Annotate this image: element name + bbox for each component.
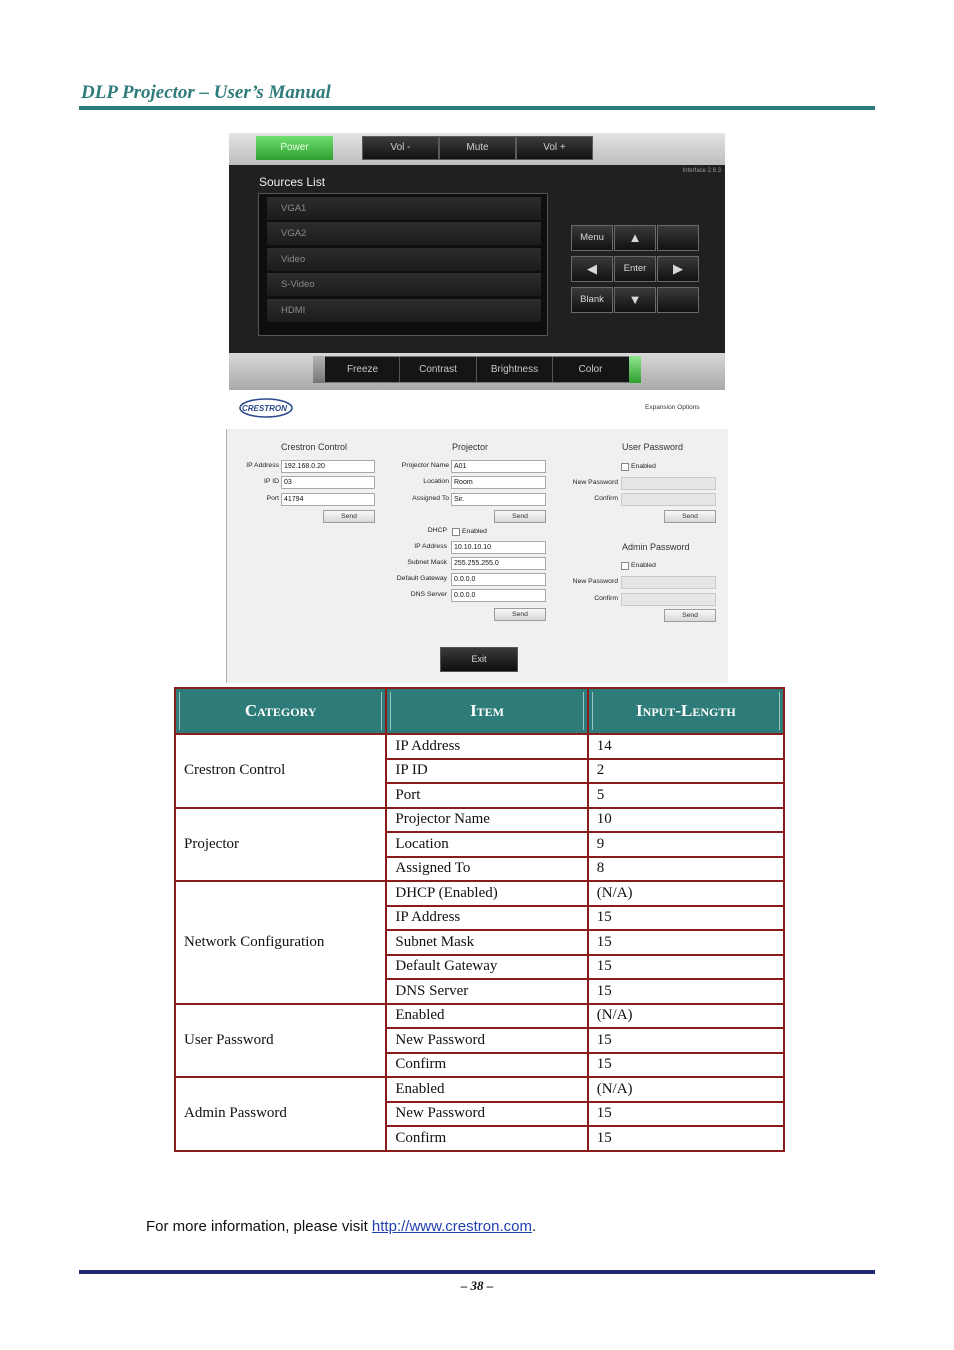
category-cell: Admin Password [175, 1077, 386, 1151]
sources-list [258, 193, 548, 336]
more-info-text [146, 1218, 536, 1235]
subnet-label: Subnet Mask [407, 559, 447, 566]
dhcp-checkbox[interactable] [452, 528, 460, 536]
projector-assigned-field[interactable]: Sir. [451, 493, 546, 506]
subnet-field[interactable]: 255.255.255.0 [451, 557, 546, 570]
item-cell: Enabled [386, 1077, 587, 1102]
length-cell: 9 [588, 832, 784, 857]
user-confirm-label: Confirm [594, 495, 618, 502]
crestron-ip-field[interactable]: 192.168.0.20 [281, 460, 375, 473]
projector-location-label: Location [423, 478, 449, 485]
brightness-button[interactable]: Brightness [477, 357, 553, 382]
admin-password-heading: Admin Password [622, 542, 690, 552]
up-arrow-button[interactable] [614, 225, 656, 251]
sources-list-title: Sources List [259, 175, 326, 189]
exit-button[interactable]: Exit [440, 647, 518, 672]
panel-bottom-bar [229, 353, 725, 390]
dhcp-enabled-label: Enabled [462, 528, 487, 535]
control-panel-screenshot [229, 133, 725, 390]
left-arrow-button[interactable] [571, 256, 613, 282]
more-info-label: For more information, please visit [146, 1218, 372, 1235]
category-cell: User Password [175, 1004, 386, 1078]
column-header-item: Item [386, 688, 587, 734]
contrast-button[interactable]: Contrast [400, 357, 477, 382]
crestron-port-label: Port [266, 495, 279, 502]
item-cell: Projector Name [386, 808, 587, 833]
scroll-left-icon[interactable] [313, 356, 325, 383]
right-arrow-button[interactable] [657, 256, 699, 282]
enter-button[interactable]: Enter [614, 256, 656, 282]
admin-password-checkbox[interactable] [621, 562, 629, 570]
source-item-vga1[interactable]: VGA1 [267, 197, 541, 220]
dns-field[interactable]: 0.0.0.0 [451, 589, 546, 602]
length-cell: 8 [588, 857, 784, 882]
menu-button[interactable]: Menu [571, 225, 613, 251]
projector-send-button[interactable]: Send [494, 510, 546, 523]
blank-key-bottom-right[interactable] [657, 287, 699, 313]
page-number: – 38 – [460, 1278, 494, 1293]
category-cell: Crestron Control [175, 734, 386, 808]
blank-button[interactable]: Blank [571, 287, 613, 313]
projector-name-field[interactable]: A01 [451, 460, 546, 473]
crestron-config-form [226, 429, 728, 683]
power-button[interactable]: Power [256, 136, 333, 160]
user-password-send-button[interactable]: Send [664, 510, 716, 523]
mute-button[interactable]: Mute [439, 136, 516, 160]
item-cell: Subnet Mask [386, 930, 587, 955]
item-cell: Confirm [386, 1126, 587, 1151]
length-cell: 15 [588, 1053, 784, 1078]
dns-label: DNS Server [410, 591, 447, 598]
more-info-period: . [531, 1218, 537, 1235]
blank-key-top-right[interactable] [657, 225, 699, 251]
gateway-label: Default Gateway [396, 575, 447, 582]
admin-password-enabled-label: Enabled [631, 562, 656, 569]
length-cell: (N/A) [588, 1004, 784, 1029]
admin-new-password-field[interactable] [621, 576, 716, 589]
source-item-s-video[interactable]: S-Video [267, 273, 541, 296]
footer-rule [79, 1270, 875, 1274]
projector-location-field[interactable]: Room [451, 476, 546, 489]
network-send-button[interactable]: Send [494, 608, 546, 621]
freeze-button[interactable]: Freeze [326, 357, 400, 382]
length-cell: 15 [588, 979, 784, 1004]
user-new-password-label: New Password [572, 479, 618, 486]
color-button[interactable]: Color [578, 364, 603, 375]
crestron-ipid-field[interactable]: 03 [281, 476, 375, 489]
length-cell: 14 [588, 734, 784, 759]
panel-top-bar [229, 133, 725, 165]
length-cell: 15 [588, 906, 784, 931]
interface-version: Interface 2.8.3 [682, 168, 721, 174]
table-row [175, 808, 784, 833]
panel-main-area [229, 165, 725, 353]
dhcp-label: DHCP [427, 527, 447, 534]
table-row [175, 881, 784, 906]
crestron-ip-label: IP Address [246, 462, 279, 469]
length-cell: 10 [588, 808, 784, 833]
crestron-send-button[interactable]: Send [323, 510, 375, 523]
item-cell: Confirm [386, 1053, 587, 1078]
item-cell: IP ID [386, 759, 587, 784]
category-cell: Projector [175, 808, 386, 882]
item-cell: DHCP (Enabled) [386, 881, 587, 906]
item-cell: IP Address [386, 906, 587, 931]
item-cell: Default Gateway [386, 955, 587, 980]
user-password-checkbox[interactable] [621, 463, 629, 471]
gateway-field[interactable]: 0.0.0.0 [451, 573, 546, 586]
down-arrow-button[interactable] [614, 287, 656, 313]
admin-confirm-label: Confirm [594, 595, 618, 602]
item-cell: Location [386, 832, 587, 857]
item-cell: DNS Server [386, 979, 587, 1004]
item-cell: Assigned To [386, 857, 587, 882]
table-row [175, 1077, 784, 1102]
length-cell: (N/A) [588, 1077, 784, 1102]
vol-down-button[interactable]: Vol - [362, 136, 439, 160]
source-item-vga2[interactable]: VGA2 [267, 222, 541, 245]
admin-new-password-label: New Password [572, 578, 618, 585]
crestron-control-heading: Crestron Control [281, 442, 348, 452]
adjustment-buttons [313, 356, 639, 383]
table-row [175, 734, 784, 759]
length-cell: 15 [588, 955, 784, 980]
admin-confirm-field[interactable] [621, 593, 716, 606]
down-arrow-icon: ▼ [628, 292, 642, 307]
vol-up-button[interactable]: Vol + [516, 136, 593, 160]
scroll-right-icon[interactable] [629, 356, 641, 383]
length-cell: 15 [588, 1126, 784, 1151]
projector-name-label: Projector Name [401, 462, 449, 469]
svg-text:CRESTRON: CRESTRON [242, 404, 287, 413]
column-header-input-length: Input-Length [588, 688, 784, 734]
length-cell: 15 [588, 930, 784, 955]
user-new-password-field[interactable] [621, 477, 716, 490]
category-cell: Network Configuration [175, 881, 386, 1004]
user-password-heading: User Password [622, 442, 684, 452]
document-title: DLP Projector – User’s Manual [81, 82, 331, 103]
header-rule [79, 106, 875, 110]
expansion-options-link[interactable]: Expansion Options [645, 404, 700, 411]
source-item-video[interactable]: Video [267, 248, 541, 271]
network-ip-field[interactable]: 10.10.10.10 [451, 541, 546, 554]
item-cell: IP Address [386, 734, 587, 759]
length-cell: 15 [588, 1102, 784, 1127]
item-cell: New Password [386, 1028, 587, 1053]
user-password-enabled-label: Enabled [631, 463, 656, 470]
item-cell: New Password [386, 1102, 587, 1127]
length-cell: (N/A) [588, 881, 784, 906]
user-confirm-field[interactable] [621, 493, 716, 506]
network-ip-label: IP Address [414, 543, 447, 550]
up-arrow-icon: ▲ [628, 230, 642, 245]
projector-assigned-label: Assigned To [412, 495, 449, 502]
item-cell: Port [386, 783, 587, 808]
table-row [175, 1004, 784, 1029]
source-item-hdmi[interactable]: HDMI [267, 299, 541, 322]
left-arrow-icon: ◀ [587, 261, 597, 276]
crestron-logo [236, 396, 306, 422]
crestron-port-field[interactable]: 41794 [281, 493, 375, 506]
length-cell: 5 [588, 783, 784, 808]
crestron-website-link[interactable]: http://www.crestron.com [371, 1218, 532, 1235]
admin-password-send-button[interactable]: Send [664, 609, 716, 622]
column-header-category: Category [175, 688, 386, 734]
item-cell: Enabled [386, 1004, 587, 1029]
length-cell: 15 [588, 1028, 784, 1053]
projector-heading: Projector [452, 442, 489, 452]
right-arrow-icon: ▶ [673, 261, 683, 276]
input-length-table [174, 687, 785, 1152]
crestron-ipid-label: IP ID [264, 478, 279, 485]
length-cell: 2 [588, 759, 784, 784]
